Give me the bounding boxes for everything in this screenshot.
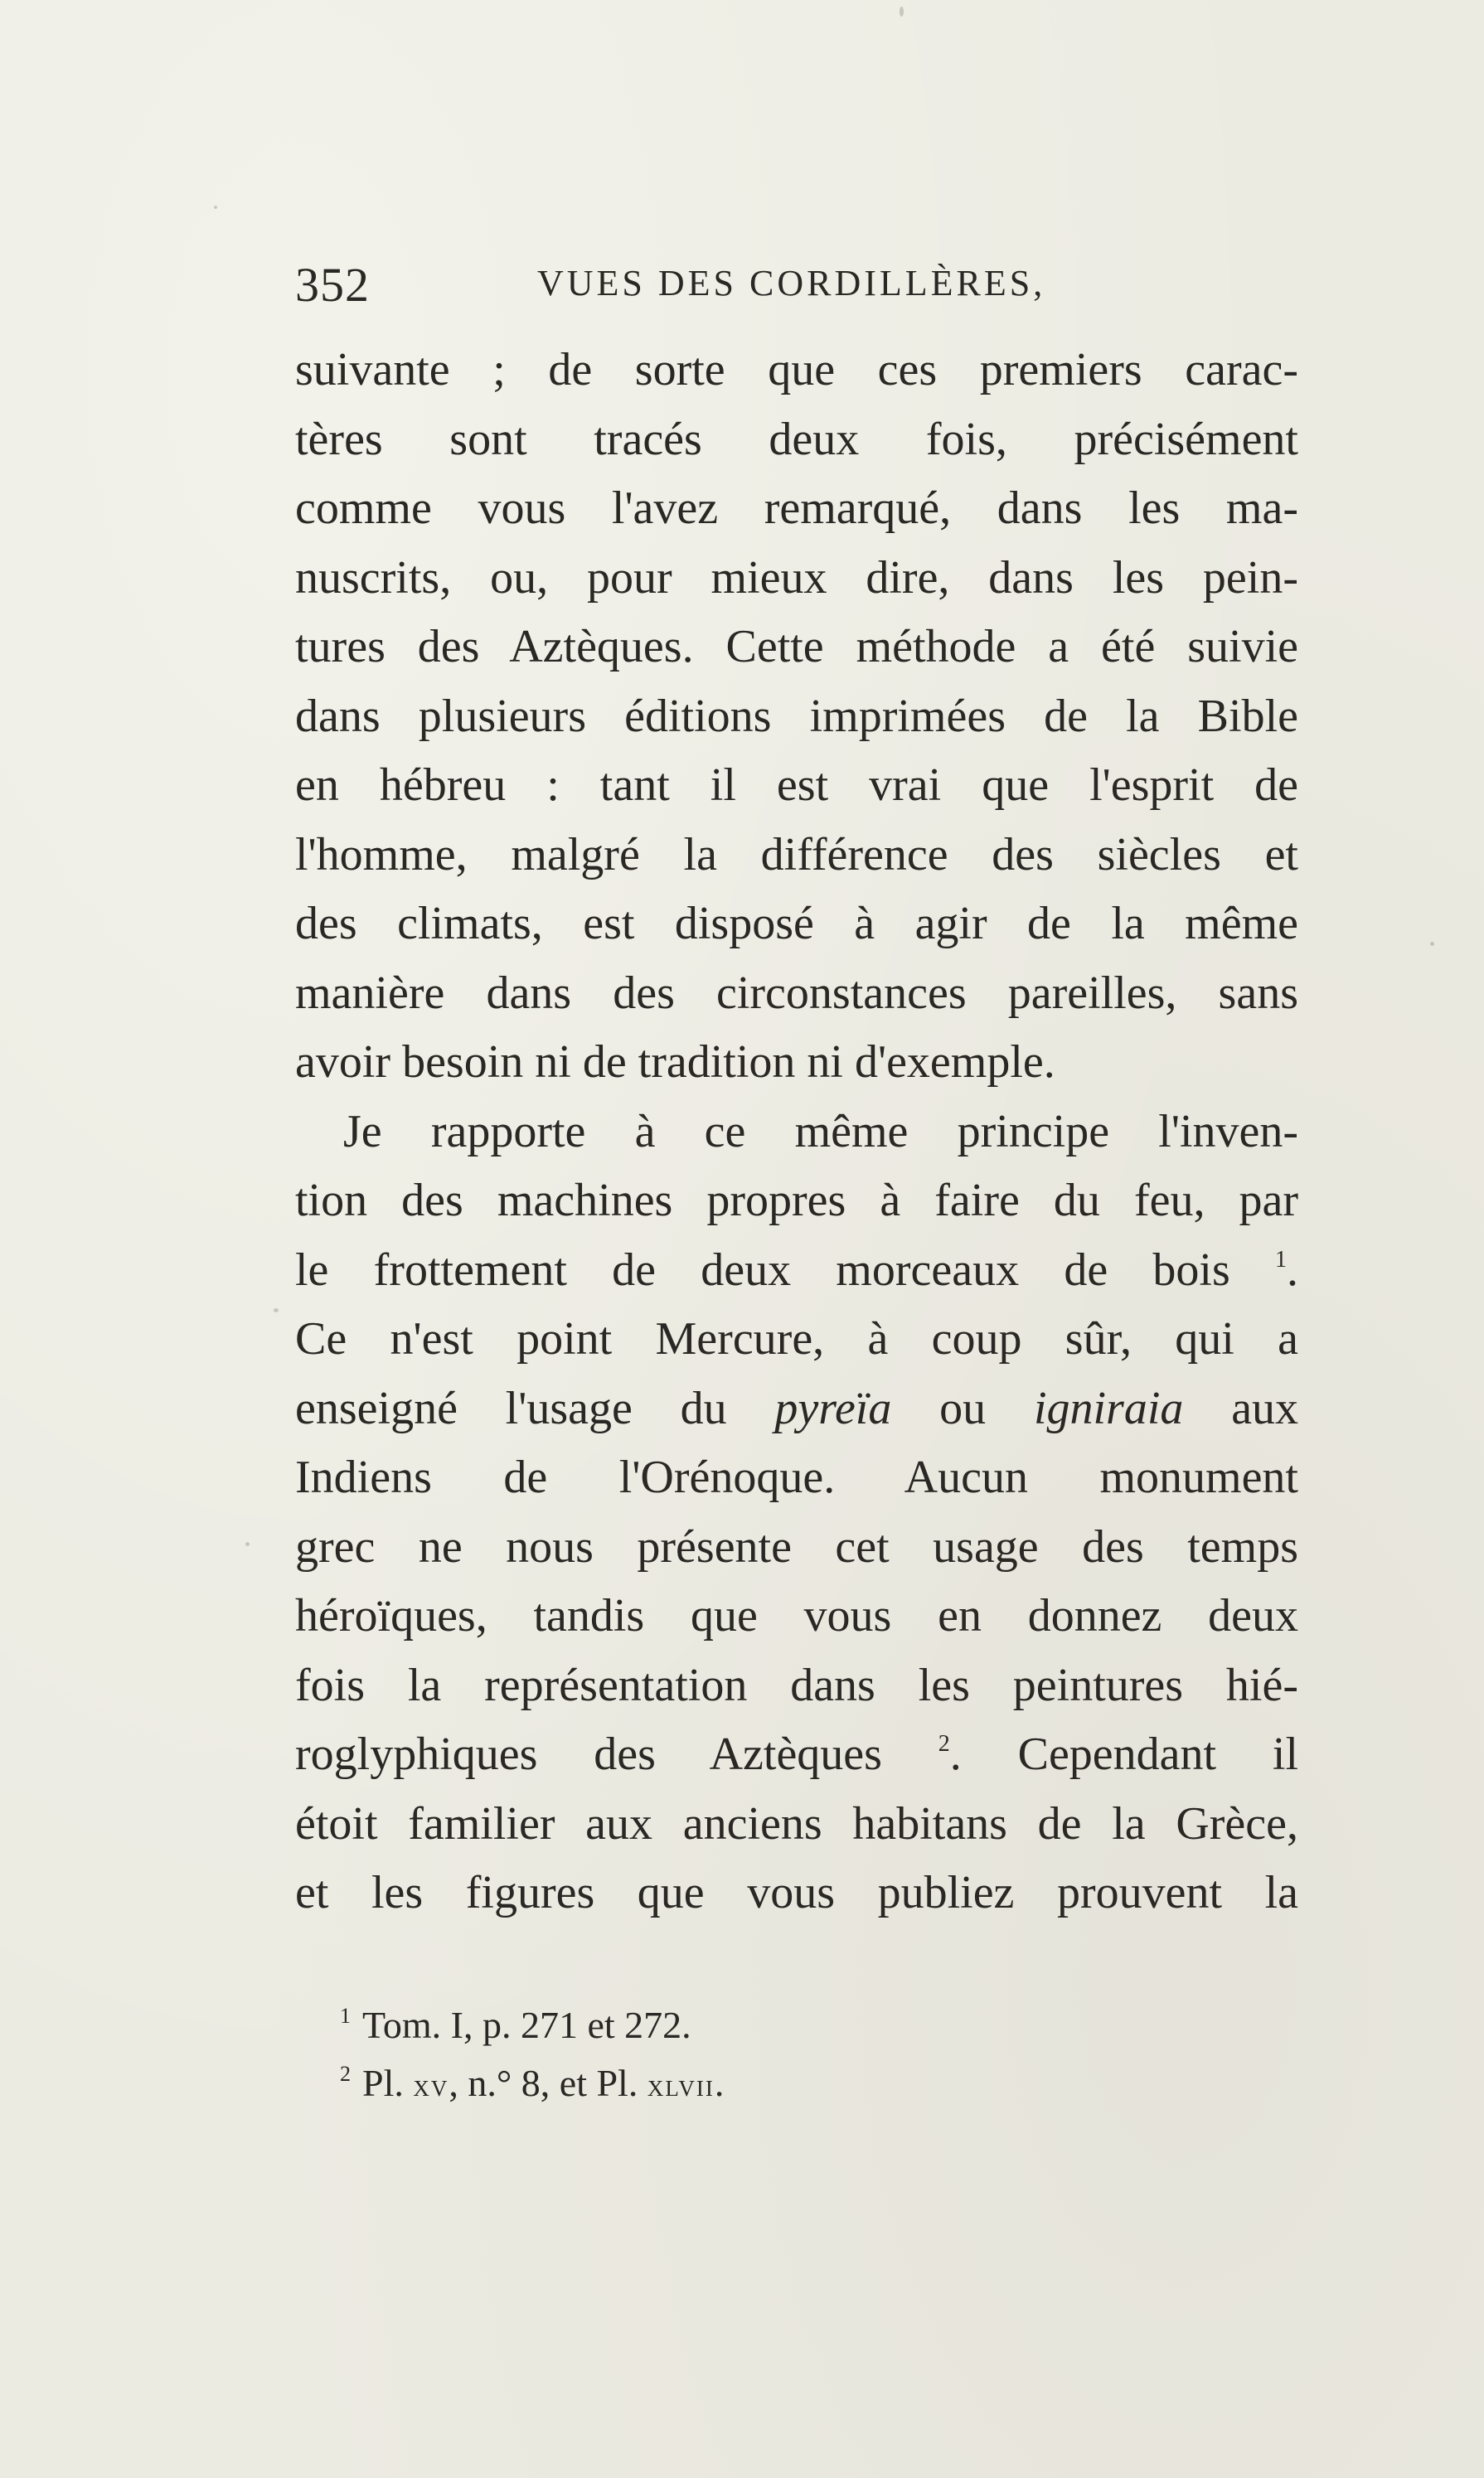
line-punct: .	[1287, 1244, 1298, 1296]
text-line: tures des Aztèques. Cette méthode a été suivie	[295, 621, 1298, 672]
footnote-2	[340, 2054, 1086, 2112]
text-line: Indiens de l'Orénoque. Aucun monument	[295, 1452, 1298, 1503]
footnote-text: Pl.	[362, 2062, 404, 2104]
text-line: des climats, est disposé à agir de la même	[295, 898, 1298, 949]
running-head: VUES DES CORDILLÈRES,	[537, 263, 1046, 303]
page-number: 352	[295, 258, 370, 312]
italic-term: igniraia	[1033, 1382, 1184, 1434]
body-text	[295, 336, 1298, 1928]
text-line-with-footnote-ref	[295, 1720, 1298, 1790]
footnote-text: .	[714, 2062, 725, 2104]
text-line: tères sont tracés deux fois, précisément	[295, 413, 1298, 465]
footnote-1	[340, 1996, 1086, 2054]
text-line: manière dans des circonstances pareilles, sans	[295, 967, 1298, 1019]
paper-speck	[900, 7, 904, 17]
paper-speck	[274, 1308, 279, 1312]
text-line: étoit familier aux anciens habitans de la Grèce,	[295, 1797, 1298, 1850]
line-text: enseigné l'usage du	[295, 1382, 727, 1434]
roman-numeral: xlvii	[647, 2068, 715, 2103]
text-line: grec ne nous présente cet usage des temps	[295, 1520, 1298, 1573]
footnotes	[340, 1996, 1086, 2112]
line-text: aux	[1231, 1382, 1299, 1434]
paper-speck	[1430, 942, 1434, 946]
footnote-ref-2: 2	[938, 1731, 950, 1757]
line-text: le frottement de deux morceaux de bois	[295, 1244, 1230, 1296]
text-line-with-footnote-ref	[295, 1236, 1298, 1306]
page-header	[295, 257, 1307, 323]
text-line-with-italics	[295, 1375, 1298, 1444]
footnote-text: Tom. I, p. 271 et 272.	[362, 2004, 691, 2046]
footnote-mark: 1	[340, 2004, 351, 2028]
text-line: nuscrits, ou, pour mieux dire, dans les pein-	[295, 551, 1298, 604]
text-line: dans plusieurs éditions imprimées de la Bible	[295, 690, 1298, 742]
text-line: comme vous l'avez remarqué, dans les ma-	[295, 483, 1298, 534]
line-text: roglyphiques des Aztèques	[295, 1729, 882, 1780]
line-text: . Cependant il	[949, 1729, 1298, 1780]
footnote-ref-1: 1	[1275, 1246, 1287, 1273]
line-text: ou	[939, 1382, 987, 1434]
text-line: Ce n'est point Mercure, à coup sûr, qui a	[295, 1313, 1298, 1365]
text-line: fois la représentation dans les peintures hié-	[295, 1659, 1298, 1711]
paper-speck	[245, 1542, 250, 1546]
text-line: héroïques, tandis que vous en donnez deux	[295, 1590, 1298, 1641]
text-line: tion des machines propres à faire du feu, par	[295, 1175, 1298, 1226]
paragraph-start-line: Je rapporte à ce même principe l'inven-	[343, 1105, 1298, 1157]
text-line: l'homme, malgré la différence des siècles et	[295, 828, 1298, 880]
text-line: suivante ; de sorte que ces premiers carac-	[295, 344, 1298, 395]
italic-term: pyreïa	[774, 1382, 892, 1434]
footnote-mark: 2	[340, 2062, 351, 2086]
text-line: et les figures que vous publiez prouvent la	[295, 1867, 1298, 1918]
footnote-text: , n.° 8, et Pl.	[449, 2062, 638, 2104]
roman-numeral: xv	[413, 2068, 449, 2103]
text-line: en hébreu : tant il est vrai que l'esprit de	[295, 759, 1298, 811]
paragraph-end-line: avoir besoin ni de tradition ni d'exemple.	[295, 1036, 1055, 1088]
paper-speck	[214, 206, 217, 209]
